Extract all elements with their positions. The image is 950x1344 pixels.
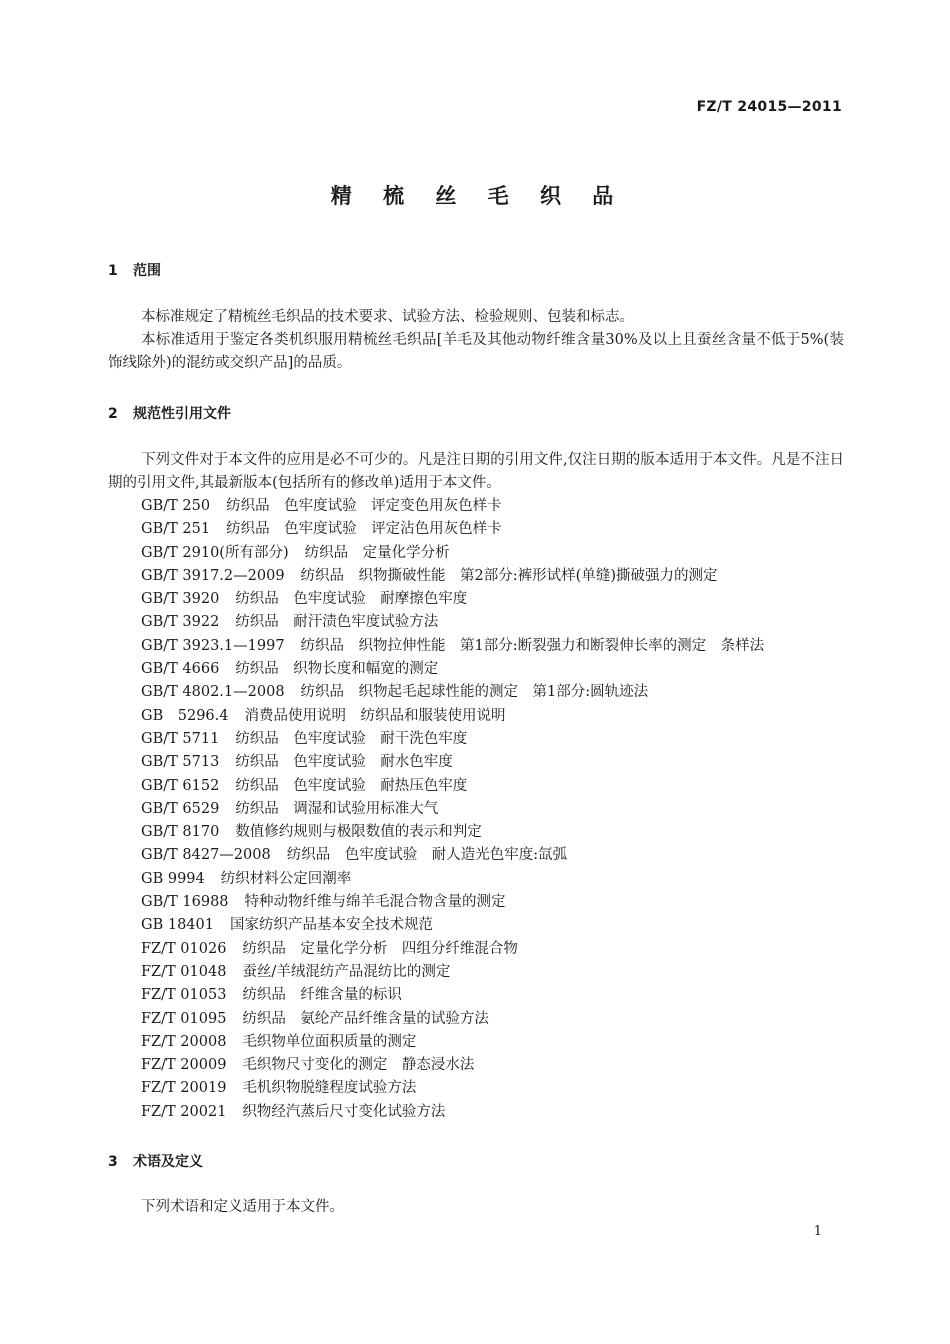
reference-item (141, 658, 764, 681)
reference-title: 纺织品 定量化学分析 (304, 544, 450, 561)
reference-title: 纺织品 氨纶产品纤维含量的试验方法 (242, 1010, 489, 1027)
standard-code: FZ/T 24015—2011 (696, 99, 842, 115)
reference-title: 纺织品 耐汗渍色牢度试验方法 (235, 614, 439, 631)
reference-code: GB/T 8170 (141, 824, 220, 841)
reference-title: 毛织物尺寸变化的测定 静态浸水法 (242, 1057, 475, 1074)
reference-code: FZ/T 01026 (141, 940, 227, 957)
reference-title: 纺织品 织物拉伸性能 第1部分:断裂强力和断裂伸长率的测定 条样法 (300, 637, 765, 654)
reference-title: 国家纺织产品基本安全技术规范 (229, 917, 433, 934)
reference-code: GB 5296.4 (141, 707, 229, 724)
reference-item (141, 588, 764, 611)
reference-title: 特种动物纤维与绵羊毛混合物含量的测定 (244, 894, 506, 911)
reference-code: GB/T 4802.1—2008 (141, 684, 285, 701)
reference-title: 纺织品 调湿和试验用标准大气 (235, 800, 439, 817)
reference-code: GB/T 3922 (141, 614, 220, 631)
reference-code: FZ/T 01053 (141, 987, 227, 1004)
section-title: 术语及定义 (133, 1154, 203, 1170)
reference-title: 纺织材料公定回潮率 (220, 870, 352, 887)
reference-code: GB/T 5711 (141, 730, 220, 747)
reference-title: 纺织品 色牢度试验 耐水色牢度 (235, 754, 453, 771)
reference-item (141, 705, 764, 728)
reference-item (141, 518, 764, 541)
section-3-heading (108, 1151, 203, 1171)
reference-item (141, 798, 764, 821)
reference-item (141, 938, 764, 961)
terms-intro: 下列术语和定义适用于本文件。 (141, 1199, 344, 1215)
reference-item (141, 844, 764, 867)
reference-title: 纺织品 色牢度试验 评定沾色用灰色样卡 (226, 521, 502, 538)
reference-list (141, 495, 764, 1124)
reference-code: GB 18401 (141, 917, 214, 934)
section-2-heading (108, 403, 231, 423)
section-number: 3 (108, 1154, 118, 1170)
reference-code: GB/T 8427—2008 (141, 847, 271, 864)
reference-code: GB/T 3923.1—1997 (141, 637, 285, 654)
reference-item (141, 728, 764, 751)
reference-title: 纺织品 色牢度试验 耐摩擦色牢度 (235, 591, 468, 608)
section-number: 1 (108, 263, 118, 279)
reference-code: FZ/T 01048 (141, 963, 227, 980)
normative-refs-intro: 下列文件对于本文件的应用是必不可少的。凡是注日期的引用文件,仅注日期的版本适用于本文件。凡是不注日期的引用文件,其最新版本(包括所有的修改单)适用于本文件。 (108, 452, 844, 492)
reference-item (141, 914, 764, 937)
reference-code: GB/T 5713 (141, 754, 220, 771)
reference-code: GB/T 251 (141, 521, 211, 538)
reference-code: FZ/T 20019 (141, 1080, 227, 1097)
reference-code: GB/T 250 (141, 498, 211, 514)
reference-item (141, 1054, 764, 1077)
reference-title: 纺织品 定量化学分析 四组分纤维混合物 (242, 940, 518, 957)
reference-item (141, 635, 764, 658)
reference-item (141, 565, 764, 588)
reference-item (141, 821, 764, 844)
reference-item (141, 1008, 764, 1031)
reference-code: FZ/T 20021 (141, 1103, 227, 1120)
reference-code: GB 9994 (141, 870, 205, 887)
section-1-heading (108, 260, 161, 280)
reference-item (141, 611, 764, 634)
reference-code: GB/T 16988 (141, 894, 229, 911)
reference-title: 纺织品 纤维含量的标识 (242, 987, 402, 1004)
reference-item (141, 868, 764, 891)
reference-code: GB/T 3917.2—2009 (141, 567, 285, 584)
reference-code: GB/T 4666 (141, 661, 220, 678)
reference-item (141, 681, 764, 704)
reference-item (141, 775, 764, 798)
reference-title: 纺织品 色牢度试验 评定变色用灰色样卡 (226, 498, 502, 514)
section-title: 范围 (133, 263, 161, 279)
section-title: 规范性引用文件 (133, 406, 231, 422)
reference-title: 织物经汽蒸后尺寸变化试验方法 (242, 1103, 446, 1120)
reference-item (141, 495, 764, 518)
reference-title: 蚕丝/羊绒混纺产品混纺比的测定 (242, 963, 451, 980)
reference-item (141, 1077, 764, 1100)
reference-title: 纺织品 色牢度试验 耐热压色牢度 (235, 777, 468, 794)
reference-item (141, 891, 764, 914)
reference-title: 毛织物单位面积质量的测定 (242, 1033, 417, 1050)
reference-code: GB/T 2910(所有部分) (141, 544, 289, 561)
reference-title: 纺织品 织物长度和幅宽的测定 (235, 661, 439, 678)
reference-item (141, 751, 764, 774)
reference-title: 毛机织物脱缝程度试验方法 (242, 1080, 417, 1097)
reference-code: GB/T 6152 (141, 777, 220, 794)
reference-code: FZ/T 20008 (141, 1033, 227, 1050)
reference-item (141, 1101, 764, 1124)
scope-paragraph-2: 本标准适用于鉴定各类机织服用精梳丝毛织品[羊毛及其他动物纤维含量30%及以上且蚕丝含量不低于5%(装饰线除外)的混纺或交织产品]的品质。 (108, 332, 844, 372)
reference-title: 数值修约规则与极限数值的表示和判定 (235, 824, 482, 841)
reference-title: 纺织品 色牢度试验 耐人造光色牢度:氙弧 (286, 847, 568, 864)
document-title: 精 梳 丝 毛 织 品 (330, 184, 626, 208)
reference-code: FZ/T 20009 (141, 1057, 227, 1074)
reference-title: 纺织品 色牢度试验 耐干洗色牢度 (235, 730, 468, 747)
reference-code: GB/T 3920 (141, 591, 220, 608)
reference-item (141, 984, 764, 1007)
reference-title: 纺织品 织物起毛起球性能的测定 第1部分:圆轨迹法 (300, 684, 649, 701)
section-number: 2 (108, 406, 118, 422)
reference-title: 消费品使用说明 纺织品和服装使用说明 (244, 707, 506, 724)
reference-code: GB/T 6529 (141, 800, 220, 817)
reference-title: 纺织品 织物撕破性能 第2部分:裤形试样(单缝)撕破强力的测定 (300, 567, 718, 584)
reference-item (141, 1031, 764, 1054)
reference-item (141, 542, 764, 565)
reference-item (141, 961, 764, 984)
page-number: 1 (813, 1224, 822, 1239)
scope-paragraph-1: 本标准规定了精梳丝毛织品的技术要求、试验方法、检验规则、包装和标志。 (141, 309, 634, 325)
reference-code: FZ/T 01095 (141, 1010, 227, 1027)
